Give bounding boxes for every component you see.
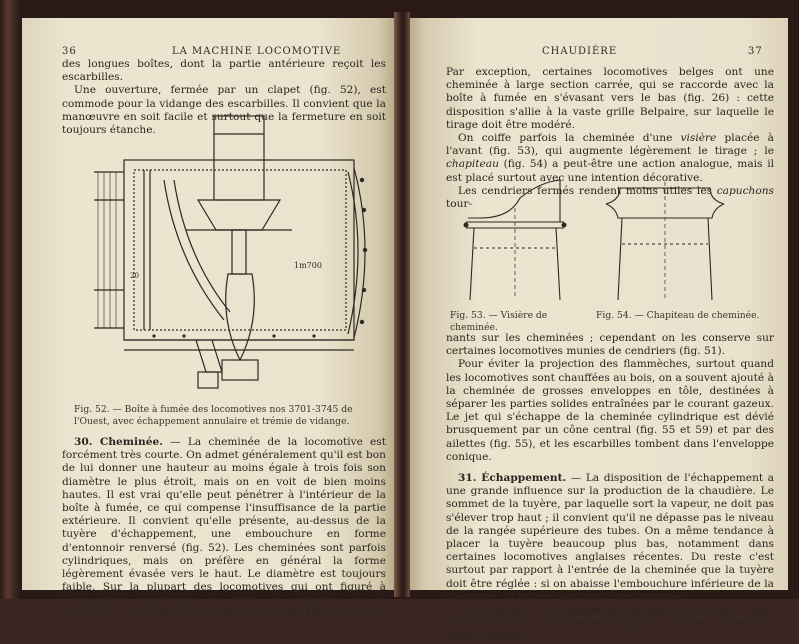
right-paragraph-3: Les cendriers fermés rendent moins utiles les capuchons tour-	[446, 184, 774, 211]
blast-pipe	[226, 274, 255, 360]
section-30-text	[62, 436, 386, 621]
section-31-title: 31. Échappement.	[458, 472, 567, 485]
right-running-head: CHAUDIÈRE	[542, 46, 618, 57]
right-page	[410, 18, 788, 643]
left-opening-paragraph: Une ouverture, fermée par un clapet (fig. 52), est commode pour la vidange des escarbilles. Il convient que la manœuvre en soit facile et surtout que la fermeture en soit toujours étanche.	[62, 84, 386, 137]
right-paragraph-1: Par exception, certaines locomotives belges ont une cheminée à large section carrée, qui se raccorde avec la boîte à fumée en s'évasant vers le bas (fig. 26) : cette disposition s'allie à la vaste grille Belpaire, sur laquelle le tirage doit être modéré.	[446, 66, 774, 131]
figure-52-smokebox-drawing	[94, 110, 374, 392]
right-paragraph-6: Les conduits d'échappement doivent être tracés sans coudes brusques, et de manière que les courants venant des deux cylindres	[446, 604, 774, 643]
right-bottom-text	[446, 332, 774, 644]
section-30-title: 30. Cheminée.	[74, 436, 163, 448]
right-paragraph-2: On coiffe parfois la cheminée d'une visière placée à l'avant (fig. 53), qui augmente légèrement le tirage ; le chapiteau (fig. 54) a peut-être une action analogue, mais il est placé surtout avec une intention décorative.	[446, 132, 774, 184]
figure-54-caption: Fig. 54. — Chapiteau de cheminée.	[596, 310, 760, 321]
left-page-number: 36	[62, 46, 77, 57]
section-30-body: — La cheminée de la locomotive est forcément très courte. On admet généralement qu'il est bon de lui donner une hauteur au moins égale à trois fois son diamètre le plus étroit, mais on en voit de bien moins hautes. Il est vrai qu'elle peut pénétrer à l'intérieur de la boîte à fumée, ce qui compense l'insuffisance de la partie extérieure. Il convient qu'elle présente, au-dessus de la tuyère d'échappement, une embouchure en forme d'entonnoir renversé (fig. 52). Les cheminées sont parfois cylindriques, mais on préfère en général la forme légèrement évasée vers le haut. Le diamètre est toujours faible. Sur la plupart des locomotives qui ont figuré à l'Exposition universelle de 1900, le diamètre de la cheminée, à la partie la plus étroite, était de 400 à 430 mm.	[62, 436, 387, 620]
right-page-number: 37	[748, 46, 763, 57]
figure-small-label: 20	[130, 272, 139, 280]
figure-53-caption: Fig. 53. — Visière de cheminée.	[450, 310, 548, 333]
left-top-paragraph: des longues boîtes, dont la partie antérieure reçoit les escarbilles.	[62, 58, 386, 84]
section-31-text	[446, 472, 774, 604]
figure-dimension-label: 1m700	[294, 261, 322, 270]
chimney-stack	[214, 116, 264, 200]
figure-52-caption: Fig. 52. — Boîte à fumée des locomotives nos 3701-3745 de l'Ouest, avec échappement annulaire et trémie de vidange.	[74, 404, 353, 427]
right-paragraph-4: nants sur les cheminées ; cependant on les conserve sur certaines locomotives munies de cendriers (fig. 51).	[446, 332, 774, 358]
smokebox-shell	[124, 160, 354, 340]
figure-53-visor-drawing	[460, 178, 572, 304]
section-31-body: — La disposition de l'échappement a une grande influence sur la production de la chaudière. Le sommet de la tuyère, par laquelle sort la vapeur, ne doit pas s'élever trop haut ; il convient qu'il ne dépasse pas le niveau de la rangée supérieure des tubes. On a même tendance à placer la tuyère beaucoup plus bas, notamment dans certaines locomotives anglaises récentes. Du reste c'est surtout par rapport à l'entrée de la cheminée que la tuyère doit être réglée : si on abaisse l'embouchure inférieure de la cheminée, la tuyère doit aussi être abaissée.	[446, 472, 774, 603]
chimney-funnel	[198, 200, 280, 230]
book-gutter	[394, 12, 410, 597]
left-page	[22, 18, 394, 620]
right-paragraph-5: Pour éviter la projection des flammèches, surtout quand les locomotives sont chauffées au bois, on a souvent ajouté à la cheminée de grosses enveloppes en tôle, destinées à séparer les parties solides entraînées par le courant gazeux. Le jet qui s'échappe de la cheminée cylindrique est dévié brusquement par un cône central (fig. 55 et 59) et par des ailettes (fig. 55), et les escarbilles tombent dans l'enveloppe conique.	[446, 358, 774, 463]
figure-54-capital-drawing	[600, 178, 730, 304]
left-running-head: LA MACHINE LOCOMOTIVE	[172, 46, 342, 57]
